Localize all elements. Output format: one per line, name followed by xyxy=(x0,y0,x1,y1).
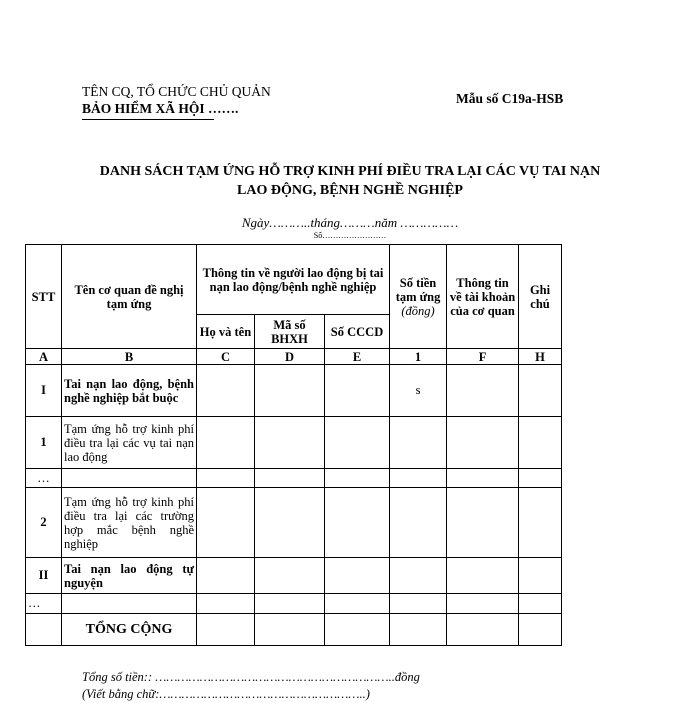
header-agency: Tên cơ quan đề nghị tạm ứng xyxy=(62,245,197,349)
row-stt: … xyxy=(26,469,62,488)
date-line: Ngày………..tháng………năm …………… xyxy=(241,215,459,230)
row-desc xyxy=(62,594,197,614)
table-row xyxy=(26,469,562,488)
header-amount-label: Số tiền tạm ứng xyxy=(395,275,441,304)
row-stt: II xyxy=(26,558,62,594)
code-cell: D xyxy=(255,349,325,365)
header-left xyxy=(82,83,271,120)
row-desc: Tai nạn lao động, bệnh nghề nghiệp bắt buộc xyxy=(62,365,197,417)
advance-list-table xyxy=(25,244,562,646)
header-note: Ghi chú xyxy=(519,245,562,349)
row-stt: 2 xyxy=(26,488,62,558)
total-amount-line: Tổng số tiền:: ………………………………………………………..đồng xyxy=(82,670,420,684)
code-cell: E xyxy=(325,349,390,365)
title-line-2: LAO ĐỘNG, BỆNH NGHỀ NGHIỆP xyxy=(237,183,463,198)
form-code: Mẫu số C19a-HSB xyxy=(456,91,564,106)
row-amount xyxy=(390,488,447,558)
row-desc xyxy=(62,469,197,488)
row-stt: 1 xyxy=(26,417,62,469)
code-cell: 1 xyxy=(390,349,447,365)
row-amount xyxy=(390,417,447,469)
header-underline xyxy=(82,119,214,120)
header-amount xyxy=(390,245,447,349)
table-row xyxy=(26,365,562,417)
row-stt: … xyxy=(26,594,62,614)
header-id-no: Số CCCD xyxy=(325,315,390,349)
row-desc: Tạm ứng hỗ trợ kinh phí điều tra lại các trường hợp mắc bệnh nghề nghiệp xyxy=(62,488,197,558)
total-row xyxy=(26,614,562,646)
header-name: Họ và tên xyxy=(197,315,255,349)
row-desc: Tạm ứng hỗ trợ kinh phí điều tra lại các vụ tai nạn lao động xyxy=(62,417,197,469)
table-row xyxy=(26,594,562,614)
org-line: BẢO HIỂM XÃ HỘI ……. xyxy=(82,101,239,116)
code-cell: C xyxy=(197,349,255,365)
code-row xyxy=(26,349,562,365)
row-amount: s xyxy=(390,365,447,417)
header-insurance-no: Mã số BHXH xyxy=(255,315,325,349)
document-title xyxy=(70,162,630,200)
row-amount xyxy=(390,469,447,488)
number-line: Số…………………… xyxy=(313,231,387,240)
table-row xyxy=(26,558,562,594)
row-desc: Tai nạn lao động tự nguyện xyxy=(62,558,197,594)
agency-line: TÊN CQ, TỔ CHỨC CHỦ QUẢN xyxy=(82,84,271,99)
title-line-1: DANH SÁCH TẠM ỨNG HỖ TRỢ KINH PHÍ ĐIỀU TRA LẠI CÁC VỤ TAI NẠN xyxy=(99,164,601,179)
table-row xyxy=(26,488,562,558)
in-words-line: (Viết bằng chữ:………………………………………………..) xyxy=(82,687,370,701)
header-account: Thông tin về tài khoản của cơ quan xyxy=(447,245,519,349)
code-cell: A xyxy=(26,349,62,365)
footer xyxy=(82,669,420,703)
total-label: TỔNG CỘNG xyxy=(62,614,197,646)
row-amount xyxy=(390,558,447,594)
code-cell: B xyxy=(62,349,197,365)
header-stt: STT xyxy=(26,245,62,349)
row-amount xyxy=(390,594,447,614)
header-worker-info: Thông tin về người lao động bị tai nạn lao động/bệnh nghề nghiệp xyxy=(197,245,390,315)
header-amount-unit: (đồng) xyxy=(401,303,435,318)
code-cell: H xyxy=(519,349,562,365)
code-cell: F xyxy=(447,349,519,365)
table-row xyxy=(26,417,562,469)
row-stt: I xyxy=(26,365,62,417)
